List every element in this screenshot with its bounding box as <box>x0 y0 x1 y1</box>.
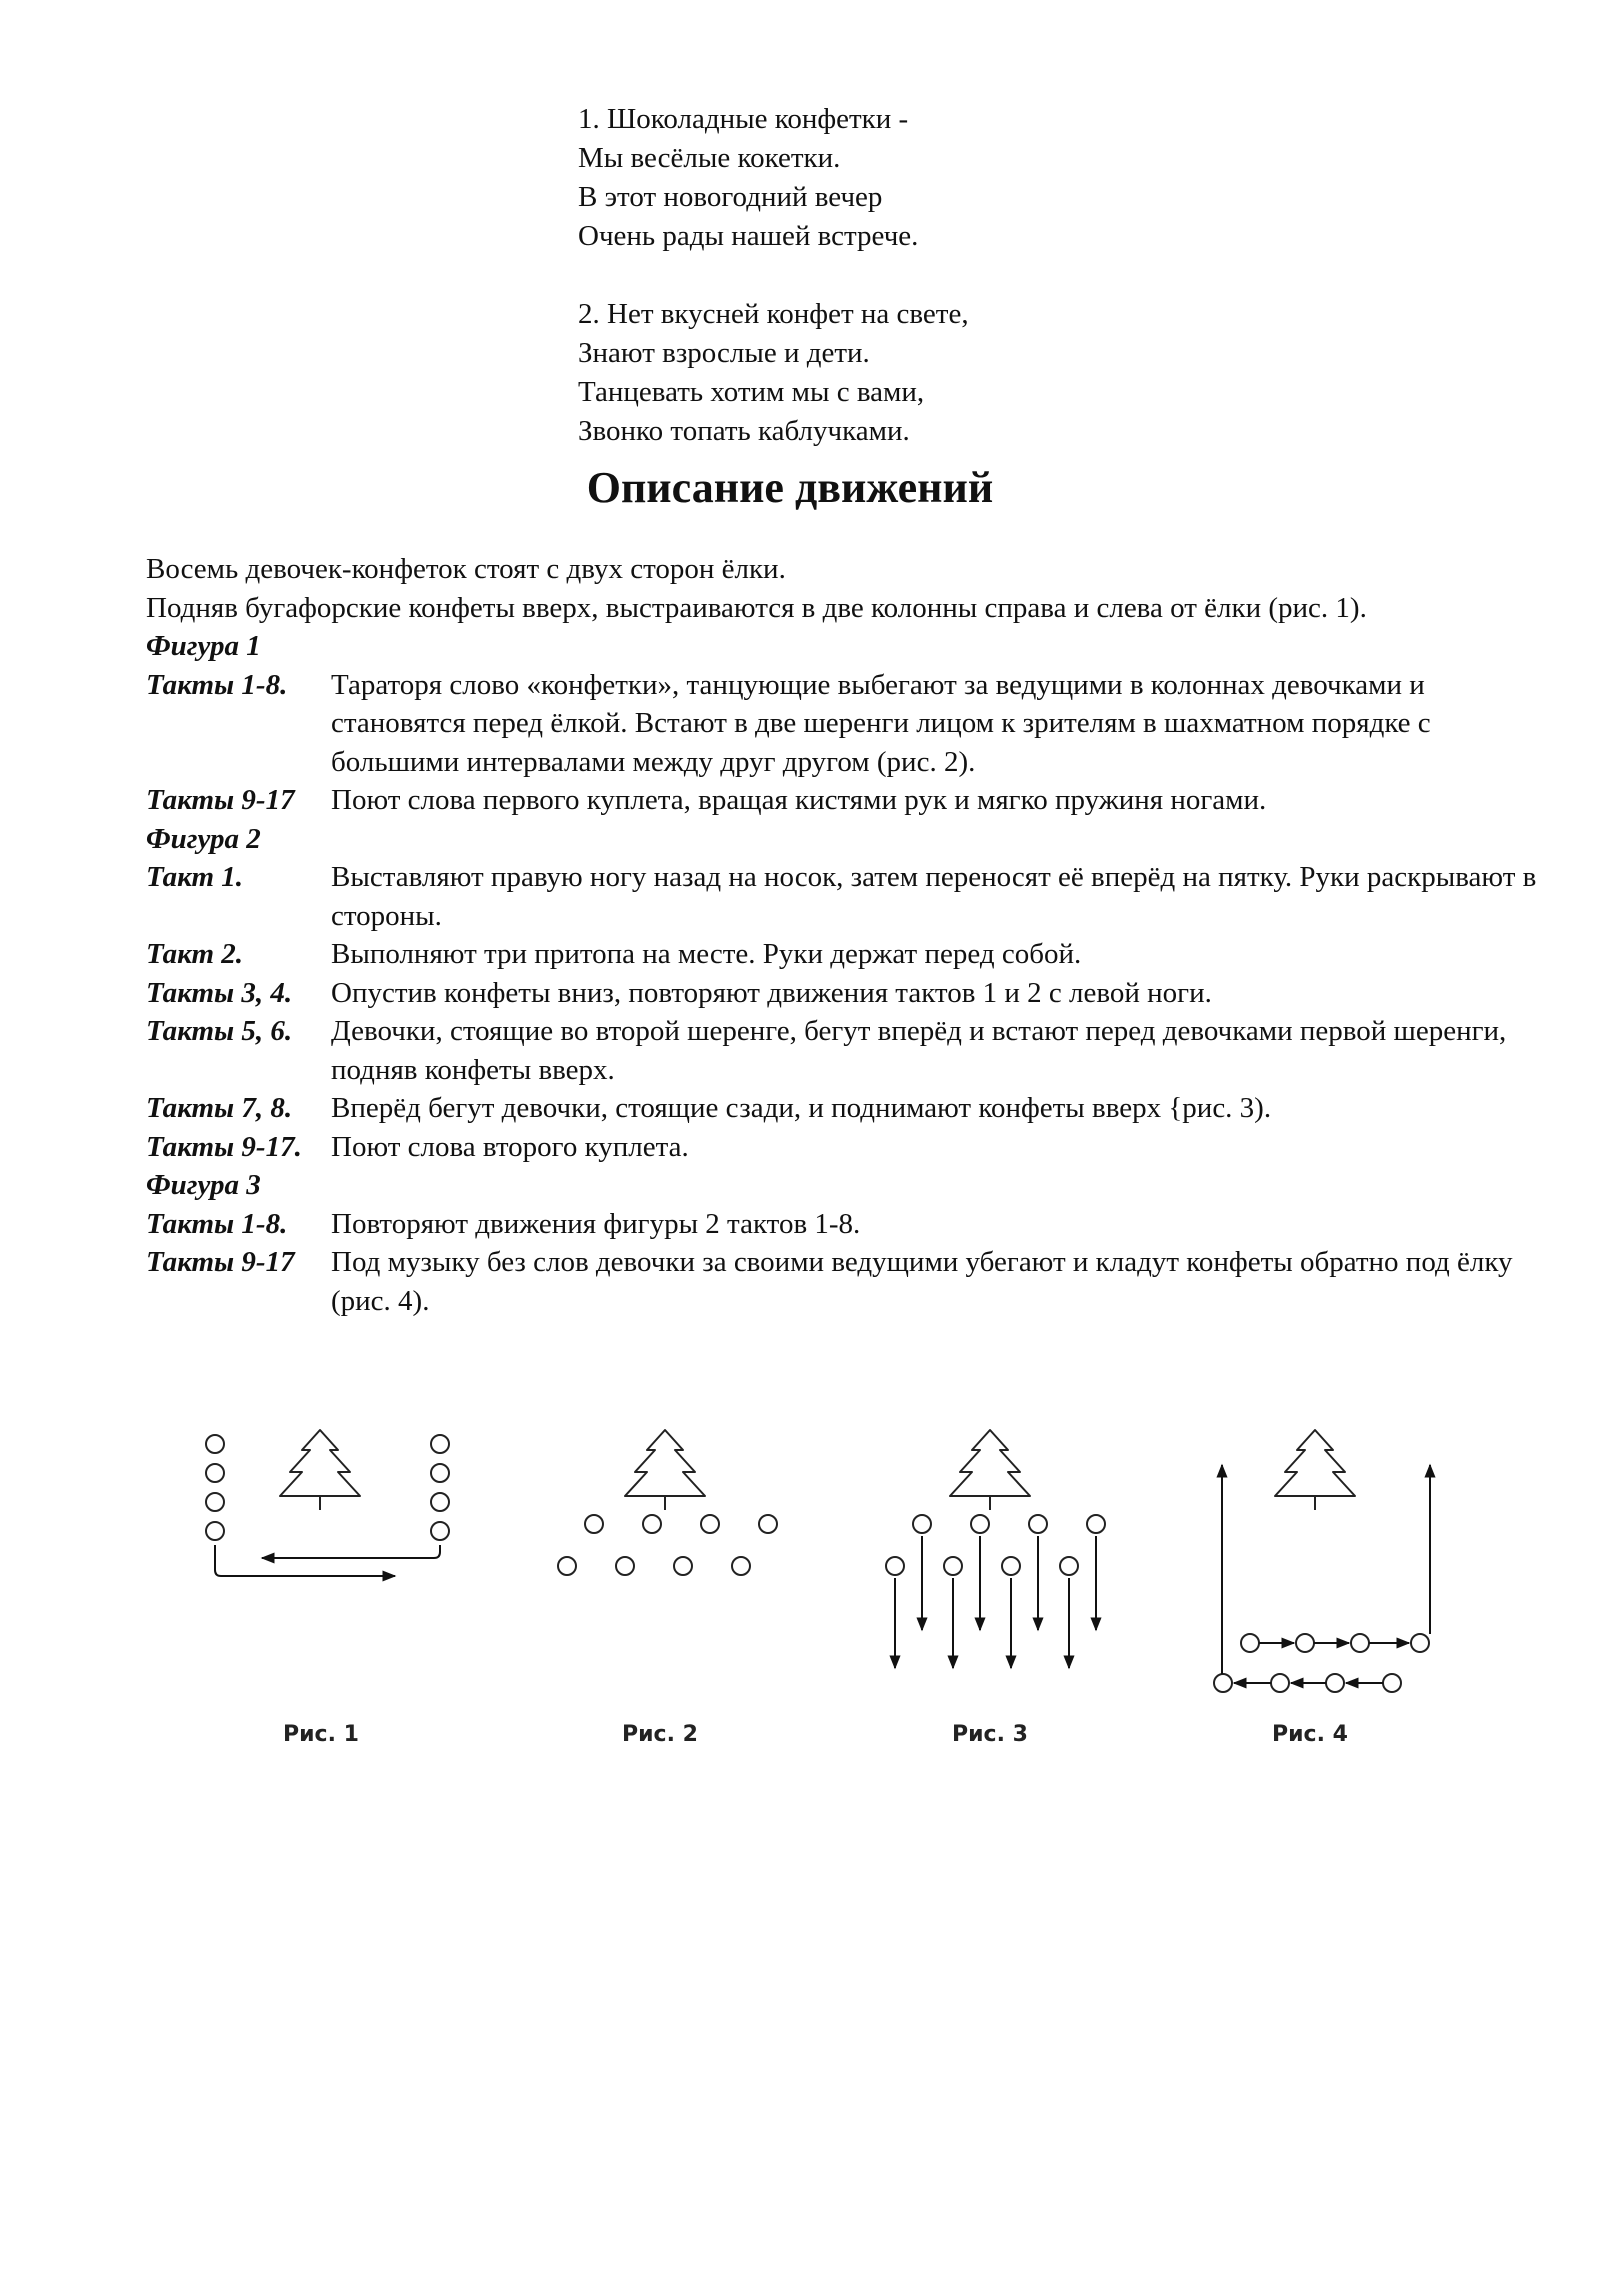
dancer-circle-icon <box>1029 1515 1047 1533</box>
step-label: Такт 2. <box>146 938 244 970</box>
step-label: Такты 1-8. <box>146 668 288 701</box>
figure-title: Фигура 3 <box>146 1169 261 1201</box>
diagrams-svg <box>0 1400 1605 1800</box>
tree-icon <box>625 1430 705 1510</box>
step-row <box>146 935 1546 974</box>
dancer-circle-icon <box>1326 1674 1344 1692</box>
step-label: Такты 7, 8. <box>146 1092 293 1124</box>
figure-4-diagram <box>1214 1430 1430 1692</box>
section-heading: Описание движений <box>586 463 994 512</box>
lyric-line: Звонко топать каблучками. <box>578 415 910 447</box>
figure-title: Фигура 1 <box>146 630 261 662</box>
dancer-circle-icon <box>1411 1634 1429 1652</box>
dancer-circle-icon <box>431 1522 449 1540</box>
step-label: Такт 1. <box>146 861 244 893</box>
lyric-line: Знают взрослые и дети. <box>578 337 870 369</box>
step-text: Тараторя слово «конфетки», танцующие выбегают за ведущими в колоннах девочками и становятся перед ёлкой. Встают в две шеренги лицом к зрителям в шахматном порядке с большими интервалами между друг другом (рис. 2). <box>331 668 1431 778</box>
dancer-circle-icon <box>1060 1557 1078 1575</box>
arrow-icon <box>215 1545 395 1576</box>
figure-caption: Рис. 4 <box>1272 1722 1348 1747</box>
dancer-circle-icon <box>1351 1634 1369 1652</box>
figure-2-diagram <box>558 1430 777 1575</box>
dancer-circle-icon <box>1214 1674 1232 1692</box>
dancer-circle-icon <box>616 1557 634 1575</box>
step-row <box>146 1089 1546 1128</box>
figure-caption: Рис. 2 <box>622 1722 698 1747</box>
arrow-icon <box>262 1545 440 1558</box>
step-label: Такты 9-17. <box>146 1130 302 1163</box>
step-text: Выполняют три притопа на месте. Руки держат перед собой. <box>331 938 1082 970</box>
dancer-circle-icon <box>585 1515 603 1533</box>
dancer-circle-icon <box>913 1515 931 1533</box>
lyric-line: Танцевать хотим мы с вами, <box>578 376 925 408</box>
step-label: Такты 9-17 <box>146 1246 295 1278</box>
dancer-circle-icon <box>643 1515 661 1533</box>
lyric-line: Очень рады нашей встрече. <box>578 220 919 252</box>
figure-title: Фигура 2 <box>146 822 261 855</box>
lyric-line: 1. Шоколадные конфетки - <box>578 103 909 135</box>
step-label: Такты 5, 6. <box>146 1015 293 1047</box>
dancer-circle-icon <box>1383 1674 1401 1692</box>
song-lyrics <box>578 100 969 490</box>
stanza-1 <box>578 100 969 256</box>
movement-description <box>146 550 1546 1320</box>
tree-icon <box>950 1430 1030 1510</box>
step-row <box>146 858 1546 935</box>
step-row <box>146 1205 1546 1244</box>
step-row <box>146 1012 1546 1089</box>
dancer-circle-icon <box>759 1515 777 1533</box>
dancer-circle-icon <box>674 1557 692 1575</box>
formation-diagrams <box>0 1400 1605 1800</box>
step-row <box>146 1128 1546 1167</box>
dancer-circle-icon <box>206 1435 224 1453</box>
dancer-circle-icon <box>1296 1634 1314 1652</box>
dancer-circle-icon <box>431 1464 449 1482</box>
step-label: Такты 9-17 <box>146 784 295 816</box>
step-row <box>146 666 1546 782</box>
dancer-circle-icon <box>206 1464 224 1482</box>
intro-paragraph: Подняв бугафорские конфеты вверх, выстраиваются в две колонны справа и слева от ёлки (рис. 1). <box>146 591 1367 624</box>
step-text: Повторяют движения фигуры 2 тактов 1-8. <box>331 1207 861 1240</box>
step-text: Вперёд бегут девочки, стоящие сзади, и поднимают конфеты вверх {рис. 3). <box>331 1092 1272 1124</box>
step-label: Такты 3, 4. <box>146 976 293 1009</box>
dancer-circle-icon <box>1087 1515 1105 1533</box>
dancer-circle-icon <box>1241 1634 1259 1652</box>
dancer-circle-icon <box>206 1522 224 1540</box>
step-text: Девочки, стоящие во второй шеренге, бегут вперёд и встают перед девочками первой шеренги, подняв конфеты вверх. <box>331 1015 1507 1086</box>
step-text: Опустив конфеты вниз, повторяют движения тактов 1 и 2 с левой ноги. <box>331 976 1212 1009</box>
figure-1-diagram <box>206 1430 449 1576</box>
dancer-circle-icon <box>971 1515 989 1533</box>
lyric-line: В этот новогодний вечер <box>578 181 883 213</box>
step-row <box>146 781 1546 820</box>
figure-3-diagram <box>886 1430 1105 1668</box>
dancer-circle-icon <box>944 1557 962 1575</box>
step-text: Под музыку без слов девочки за своими ведущими убегают и кладут конфеты обратно под ёлку (рис. 4). <box>331 1246 1513 1317</box>
dancer-circle-icon <box>1271 1674 1289 1692</box>
dancer-circle-icon <box>558 1557 576 1575</box>
dancer-circle-icon <box>701 1515 719 1533</box>
tree-icon <box>1275 1430 1355 1510</box>
step-text: Выставляют правую ногу назад на носок, затем переносят её вперёд на пятку. Руки раскрывают в стороны. <box>331 861 1537 932</box>
step-text: Поют слова первого куплета, вращая кистями рук и мягко пружиня ногами. <box>331 784 1267 816</box>
dancer-circle-icon <box>431 1435 449 1453</box>
dancer-circle-icon <box>886 1557 904 1575</box>
step-row <box>146 974 1546 1013</box>
step-text: Поют слова второго куплета. <box>331 1130 689 1163</box>
figure-caption: Рис. 3 <box>952 1722 1028 1747</box>
lyric-line: 2. Нет вкусней конфет на свете, <box>578 298 969 330</box>
dancer-circle-icon <box>206 1493 224 1511</box>
dancer-circle-icon <box>431 1493 449 1511</box>
intro-paragraph: Восемь девочек-конфеток стоят с двух сторон ёлки. <box>146 553 786 585</box>
step-label: Такты 1-8. <box>146 1207 288 1240</box>
dancer-circle-icon <box>732 1557 750 1575</box>
step-row <box>146 1243 1546 1320</box>
lyric-line: Мы весёлые кокетки. <box>578 142 841 174</box>
dancer-circle-icon <box>1002 1557 1020 1575</box>
tree-icon <box>280 1430 360 1510</box>
stanza-2 <box>578 295 969 451</box>
figure-caption: Рис. 1 <box>283 1722 359 1747</box>
